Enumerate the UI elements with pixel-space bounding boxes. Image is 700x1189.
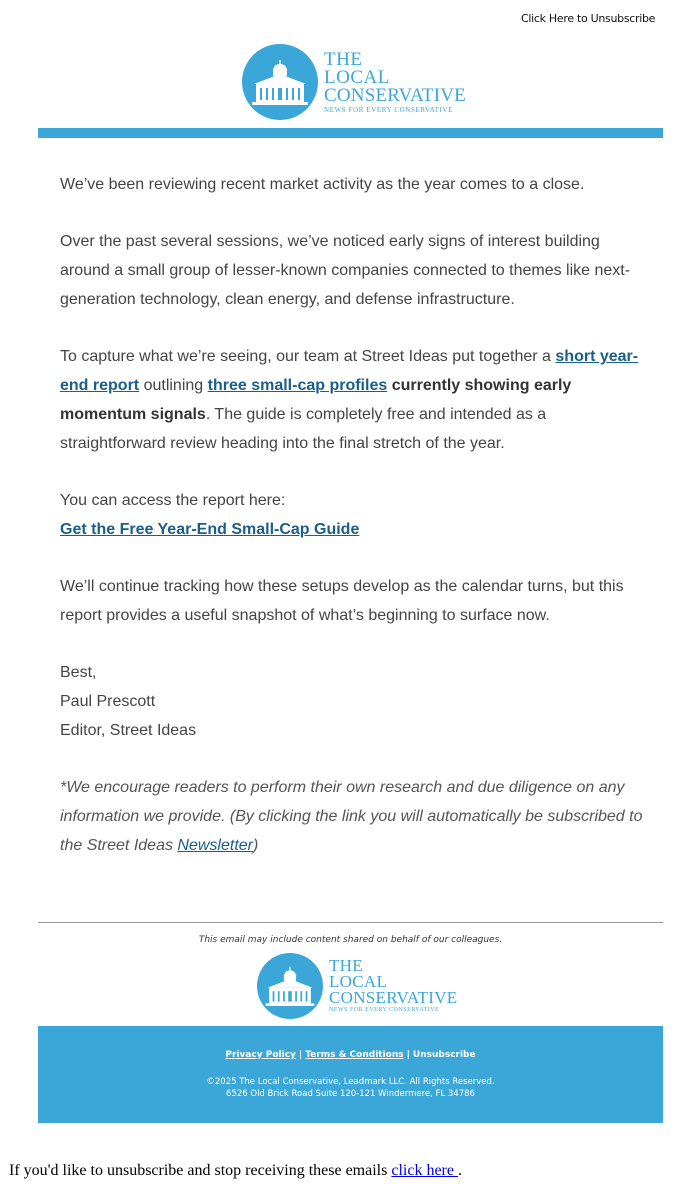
logo-line-2: LOCAL <box>324 66 390 88</box>
logo-tagline: NEWS FOR EVERY CONSERVATIVE <box>324 105 454 114</box>
address-text: 6526 Old Brick Road Suite 120-121 Windermere, FL 34786 <box>226 1089 475 1099</box>
footer-divider <box>38 922 663 923</box>
disclaimer-text-a: *We encourage readers to perform their own research and due diligence on any information we provide. (By clicking the link you will automatically be subscribed to the Street Ideas <box>60 779 643 854</box>
sign-title: Editor, Street Ideas <box>60 722 197 739</box>
logo-tagline: NEWS FOR EVERY CONSERVATIVE <box>329 1007 440 1014</box>
footer-legal <box>38 1076 663 1100</box>
capitol-building-icon <box>257 953 323 1019</box>
capitol-building-icon <box>242 44 318 120</box>
free-guide-link[interactable]: Get the Free Year-End Small-Cap Guide <box>60 521 360 538</box>
paragraph-intro: We’ve been reviewing recent market activity as the year comes to a close. <box>60 176 585 193</box>
logo-wordmark <box>324 48 466 114</box>
sign-name: Paul Prescott <box>60 693 156 710</box>
privacy-policy-link[interactable]: Privacy Policy <box>225 1050 296 1060</box>
paragraph-observation: Over the past several sessions, we’ve noticed early signs of interest building around a small group of lesser-known companies connected to themes like next-generation technology, clean energy, and defense infrastructure. <box>60 233 631 308</box>
footer-box <box>38 1026 663 1123</box>
copyright-text: ©2025 The Local Conservative, Leadmark LLC. All Rights Reserved. <box>206 1077 495 1087</box>
paragraph-access <box>60 486 650 544</box>
report-text-a: To capture what we’re seeing, our team at Street Ideas put together a <box>60 348 556 365</box>
top-unsubscribe-link[interactable]: Click Here to Unsubscribe <box>521 12 656 25</box>
logo-line-3: CONSERVATIVE <box>324 84 466 106</box>
email-body <box>60 170 650 888</box>
disclaimer <box>60 773 650 860</box>
terms-link[interactable]: Terms & Conditions <box>305 1050 404 1060</box>
header-logo[interactable] <box>242 44 466 120</box>
footer-logo[interactable] <box>257 953 458 1019</box>
logo-line-3: CONSERVATIVE <box>329 988 458 1008</box>
footer-separator: | <box>406 1050 410 1060</box>
logo-line-1: THE <box>324 48 363 70</box>
report-text-c: . The guide is completely free and intended as a straightforward review heading into the final stretch of the year. <box>60 406 547 452</box>
year-end-report-link[interactable]: short year-end report <box>60 348 639 394</box>
footer-separator: | <box>298 1050 303 1060</box>
logo-line-1: THE <box>329 955 363 975</box>
momentum-signals-text: currently showing early momentum signals <box>60 377 572 423</box>
bottom-unsubscribe-text: If you'd like to unsubscribe and stop receiving these emails <box>9 1162 392 1179</box>
paragraph-tracking: We’ll continue tracking how these setups develop as the calendar turns, but this report provides a useful snapshot of what’s beginning to surface now. <box>60 578 624 624</box>
disclaimer-text-b: ) <box>252 837 259 854</box>
report-text-b: outlining <box>139 377 208 394</box>
footer-unsubscribe-link[interactable]: Unsubscribe <box>412 1050 476 1060</box>
small-cap-profiles-link[interactable]: three small-cap profiles <box>207 377 388 394</box>
access-text: You can access the report here: <box>60 492 286 509</box>
paragraph-report <box>60 342 650 458</box>
bottom-unsubscribe <box>9 1162 462 1180</box>
logo-wordmark <box>329 955 458 1014</box>
sign-off: Best, <box>60 664 97 681</box>
bottom-period: . <box>457 1162 462 1179</box>
signature <box>60 658 650 745</box>
newsletter-link[interactable]: Newsletter <box>177 837 253 854</box>
bottom-click-here-link[interactable]: click here <box>391 1162 458 1179</box>
colleagues-note: This email may include content shared on behalf of our colleagues. <box>198 935 503 945</box>
logo-line-2: LOCAL <box>329 972 388 992</box>
footer-links <box>38 1050 663 1060</box>
header-divider-bar <box>38 128 663 138</box>
